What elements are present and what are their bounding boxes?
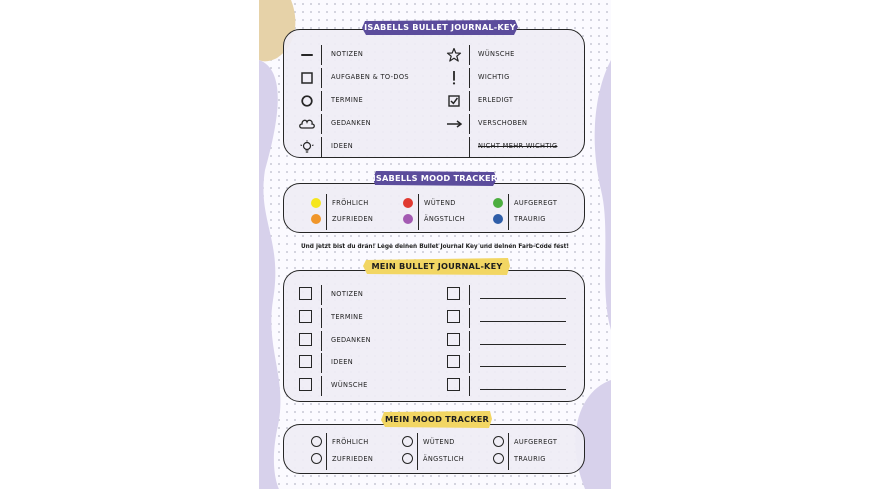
checkbox[interactable] <box>447 310 460 323</box>
checkbox[interactable] <box>447 333 460 346</box>
mood-label: FRÖHLICH <box>332 199 369 207</box>
my-mood-label: ÄNGSTLICH <box>423 455 465 463</box>
color-circle[interactable] <box>493 453 504 464</box>
write-line[interactable] <box>480 298 566 299</box>
mood-color-dot <box>403 214 413 224</box>
mood-color-dot <box>311 198 321 208</box>
my-key-label: TERMINE <box>331 313 363 321</box>
color-circle[interactable] <box>311 436 322 447</box>
key-label: IDEEN <box>331 142 354 150</box>
key-label: VERSCHOBEN <box>478 119 528 127</box>
my-mood-banner: MEIN MOOD TRACKER <box>381 411 493 428</box>
mood-label: ZUFRIEDEN <box>332 215 374 223</box>
checkbox[interactable] <box>299 333 312 346</box>
key-label: WICHTIG <box>478 73 510 81</box>
checkbox[interactable] <box>299 378 312 391</box>
mood-panel <box>283 183 585 233</box>
mood-color-dot <box>493 198 503 208</box>
my-mood-label: ZUFRIEDEN <box>332 455 374 463</box>
star-icon <box>446 48 462 62</box>
checkbox[interactable] <box>447 378 460 391</box>
instruction-text: Und jetzt bist du dran! Lege deinen Bullet Journal Key und deinen Farb-Code fest! <box>300 244 570 250</box>
key-label: NICHT MEHR WICHTIG <box>478 142 558 150</box>
my-mood-label: AUFGEREGT <box>514 438 558 446</box>
key-label: NOTIZEN <box>331 50 364 58</box>
checkbox[interactable] <box>447 355 460 368</box>
arrow-right-icon <box>446 117 462 131</box>
color-circle[interactable] <box>493 436 504 447</box>
color-circle[interactable] <box>402 436 413 447</box>
color-circle[interactable] <box>311 453 322 464</box>
journal-page <box>259 0 611 489</box>
circle-icon <box>299 94 315 108</box>
checkbox[interactable] <box>299 355 312 368</box>
mood-color-dot <box>311 214 321 224</box>
checkbox[interactable] <box>299 310 312 323</box>
write-line[interactable] <box>480 344 566 345</box>
write-line[interactable] <box>480 366 566 367</box>
key-label: ERLEDIGT <box>478 96 514 104</box>
my-key-label: GEDANKEN <box>331 336 371 344</box>
write-line[interactable] <box>480 321 566 322</box>
mood-label: TRAURIG <box>514 215 546 223</box>
color-circle[interactable] <box>402 453 413 464</box>
mood-label: AUFGEREGT <box>514 199 558 207</box>
mood-label: ÄNGSTLICH <box>424 215 466 223</box>
square-icon <box>299 71 315 85</box>
my-key-label: NOTIZEN <box>331 290 364 298</box>
exclamation-icon <box>446 71 462 85</box>
my-key-label: WÜNSCHE <box>331 381 368 389</box>
lightbulb-icon <box>299 140 315 154</box>
key-label: AUFGABEN & TO-DOS <box>331 73 409 81</box>
my-mood-label: WÜTEND <box>423 438 455 446</box>
cloud-icon <box>299 117 315 131</box>
mood-color-dot <box>403 198 413 208</box>
my-key-label: IDEEN <box>331 358 354 366</box>
checkbox[interactable] <box>299 287 312 300</box>
my-mood-label: TRAURIG <box>514 455 546 463</box>
my-key-banner: MEIN BULLET JOURNAL-KEY <box>363 258 511 275</box>
key-banner: ISABELLS BULLET JOURNAL-KEY <box>361 19 519 36</box>
dash-icon <box>299 48 315 62</box>
my-mood-label: FRÖHLICH <box>332 438 369 446</box>
my-mood-panel <box>283 424 585 474</box>
mood-color-dot <box>493 214 503 224</box>
key-label: GEDANKEN <box>331 119 371 127</box>
my-key-panel <box>283 270 585 402</box>
mood-label: WÜTEND <box>424 199 456 207</box>
checkbox[interactable] <box>447 287 460 300</box>
key-label: WÜNSCHE <box>478 50 515 58</box>
mood-banner: ISABELLS MOOD TRACKER <box>372 170 498 187</box>
key-label: TERMINE <box>331 96 363 104</box>
checked-box-icon <box>446 94 462 108</box>
write-line[interactable] <box>480 389 566 390</box>
key-panel <box>283 29 585 158</box>
